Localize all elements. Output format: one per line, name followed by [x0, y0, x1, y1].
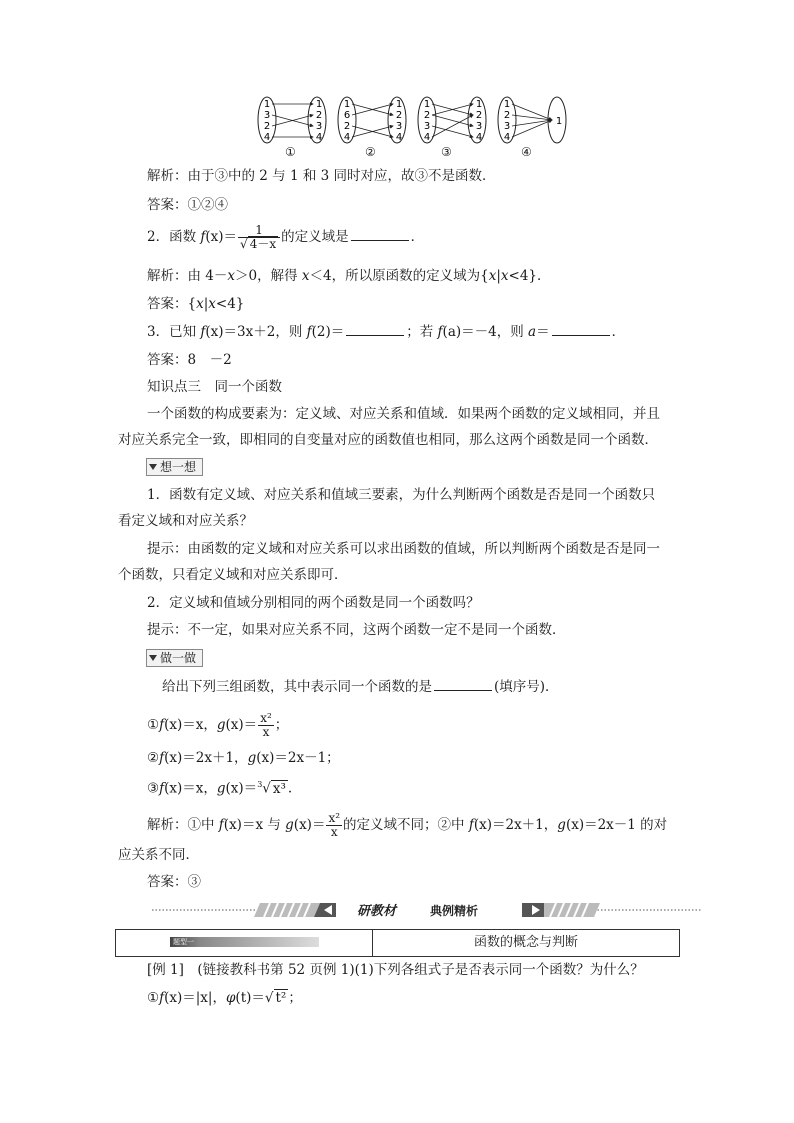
q2-question: 2．函数 f(x)＝ $\frac{1}{√ 4-x}$ 的定义域是 ． [147, 223, 425, 251]
d3-left-1: 1 [423, 99, 431, 110]
d1-left-1: 1 [263, 99, 271, 110]
think-q1a: 1．函数有定义域、对应关系和值域三要素，为什么判断两个函数是否是同一个函数只 [147, 487, 656, 503]
diagram-1 [258, 97, 326, 143]
diagram-label-4: ④ [521, 145, 532, 159]
diagram-label-2: ② [365, 145, 376, 159]
q3-blank-2[interactable] [552, 322, 610, 336]
d4-left-2: 2 [503, 110, 511, 121]
do-analysis-cont: 应关系不同． [118, 847, 199, 863]
d3-right-1: 1 [475, 99, 483, 110]
think-q2: 2．定义域和值域分别相同的两个函数是同一个函数吗？ [147, 595, 480, 611]
d1-left-4: 4 [263, 132, 271, 143]
banner-left-text: 研教材 [357, 904, 397, 919]
d2-left-2: 6 [343, 110, 351, 121]
diagram-3 [418, 97, 486, 143]
d2-right-2: 2 [395, 110, 403, 121]
d1-right-2: 2 [315, 110, 323, 121]
banner-right-stripes [522, 903, 600, 917]
do-blank[interactable] [434, 677, 492, 691]
d2-left-4: 4 [343, 132, 351, 143]
d3-right-2: 2 [475, 110, 483, 121]
topic-title: 函数的概念与判断 [473, 935, 578, 950]
banner-right-text: 典例精析 [430, 904, 479, 918]
triangle-icon [149, 464, 157, 470]
triangle-icon [149, 655, 157, 661]
d3-right-3: 3 [475, 121, 483, 132]
do-prompt: 给出下列三组函数，其中表示同一个函数的是 (填序号)． [162, 679, 559, 695]
do-analysis: 解析：①中 f(x)＝x 与 g(x)＝ $\frac{\text{x²}}{x}$ 的定义域不同；②中 f(x)＝2x＋1，g(x)＝2x－1 的对 [147, 811, 668, 839]
banner-left-stripes [254, 903, 336, 917]
d4-left-4: 4 [503, 132, 511, 143]
d3-left-4: 4 [423, 132, 431, 143]
d3-right-4: 4 [475, 132, 483, 143]
think-tag: 想一想 [146, 458, 203, 476]
mapping-diagrams [255, 94, 575, 146]
d2-right-1: 1 [395, 99, 403, 110]
item1-fraction: $\frac{\text{x²}}{x}$ [260, 711, 272, 739]
example-item-1: ①f(x)＝|x|，φ(t)＝√ t² ； [147, 990, 302, 1006]
topic-label: 题型一 [170, 937, 319, 947]
q1-answer: 答案：①②④ [147, 197, 228, 213]
d4-left-1: 1 [503, 99, 511, 110]
q3-question: 3．已知 f(x)＝3x＋2，则 f(2)＝ ；若 f(a)＝－4，则 a＝ ． [147, 324, 626, 340]
d1-left-3: 2 [263, 121, 271, 132]
section-p2: 对应关系完全一致，即相同的自变量对应的函数值也相同，那么这两个函数是同一个函数． [118, 432, 658, 448]
d2-right-4: 4 [395, 132, 403, 143]
think-h2: 提示：不一定，如果对应关系不同，这两个函数一定不是同一个函数． [147, 622, 566, 638]
example-question: [例 1] (链接教科书第 52 页例 1)(1)下列各组式子是否表示同一个函数？为什么？ [147, 962, 644, 978]
d2-left-1: 1 [343, 99, 351, 110]
topic-label-cell [116, 930, 373, 956]
q1-analysis: 解析：由于③中的 2 与 1 和 3 同时对应，故③不是函数． [147, 168, 496, 184]
do-answer: 答案：③ [147, 874, 201, 890]
diagram-label-3: ③ [441, 145, 452, 159]
think-q1b: 看定义域和对应关系？ [118, 513, 253, 529]
section-banner [152, 900, 702, 920]
d1-right-4: 4 [315, 132, 323, 143]
q2-fraction: $\frac{1}{√ 4-x}$ [238, 224, 280, 251]
q2-analysis: 解析：由 4－x＞0，解得 x＜4，所以原函数的定义域为{x|x<4}． [147, 268, 551, 284]
do-item-1: ①f(x)＝x，g(x)＝ $\frac{\text{x²}}{x}$ ； [147, 711, 289, 739]
think-h1b: 个函数，只看定义域和对应关系即可． [118, 567, 348, 583]
diagram-4 [498, 97, 566, 143]
d2-left-3: 2 [343, 121, 351, 132]
d1-right-3: 3 [315, 121, 323, 132]
do-tag: 做一做 [146, 649, 203, 667]
do-item-3: ③f(x)＝x，g(x)＝$^3$√ x³ . [147, 780, 293, 797]
d2-right-3: 3 [395, 121, 403, 132]
analysis-fraction: $\frac{\text{x²}}{x}$ [328, 811, 341, 839]
q3-answer: 答案：8 －2 [147, 352, 232, 368]
section-p1: 一个函数的构成要素为：定义域、对应关系和值域．如果两个函数的定义域相同，并且 [147, 406, 660, 422]
think-h1a: 提示：由函数的定义域和对应关系可以求出函数的值域，所以判断两个函数是否是同一 [147, 541, 660, 557]
d4-right-1: 1 [555, 116, 563, 127]
q3-blank-1[interactable] [346, 322, 404, 336]
diagram-2 [338, 97, 406, 143]
d4-left-3: 3 [503, 121, 511, 132]
d1-right-1: 1 [315, 99, 323, 110]
diagram-label-1: ① [285, 145, 296, 159]
section-heading: 知识点三 同一个函数 [147, 379, 282, 395]
d3-left-3: 3 [423, 121, 431, 132]
q2-answer: 答案：{x|x<4} [147, 296, 245, 312]
q2-blank[interactable] [351, 227, 409, 241]
topic-table [115, 929, 680, 957]
do-item-2: ②f(x)＝2x＋1，g(x)＝2x－1； [147, 750, 340, 766]
d3-left-2: 2 [423, 110, 431, 121]
d1-left-2: 3 [263, 110, 271, 121]
